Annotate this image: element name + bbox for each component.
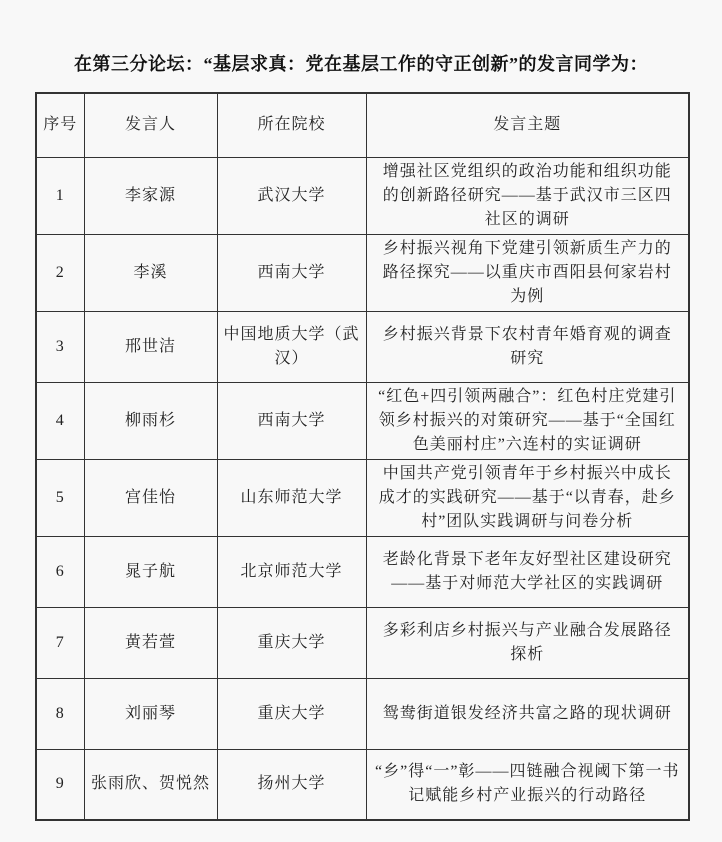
header-serial-number: 序号	[36, 93, 84, 157]
cell-serial-number: 2	[36, 234, 84, 311]
cell-topic: “红色+四引领两融合”：红色村庄党建引领乡村振兴的对策研究——基于“全国红色美丽村庄”六连村的实证调研	[366, 382, 689, 459]
cell-serial-number: 5	[36, 459, 84, 536]
cell-serial-number: 1	[36, 157, 84, 234]
cell-institution: 扬州大学	[217, 749, 366, 820]
table-row	[36, 749, 689, 820]
header-topic: 发言主题	[366, 93, 689, 157]
speakers-table	[35, 92, 690, 821]
cell-serial-number: 7	[36, 607, 84, 678]
cell-serial-number: 8	[36, 678, 84, 749]
page-title: 在第三分论坛：“基层求真：党在基层工作的守正创新”的发言同学为：	[74, 54, 648, 74]
cell-speaker: 李家源	[84, 157, 217, 234]
cell-speaker: 张雨欣、贺悦然	[84, 749, 217, 820]
cell-institution: 山东师范大学	[217, 459, 366, 536]
cell-speaker: 黄若萱	[84, 607, 217, 678]
cell-topic: 多彩利店乡村振兴与产业融合发展路径探析	[366, 607, 689, 678]
cell-institution: 北京师范大学	[217, 536, 366, 607]
cell-topic: 中国共产党引领青年于乡村振兴中成长成才的实践研究——基于“以青春，赴乡村”团队实践调研与问卷分析	[366, 459, 689, 536]
cell-speaker: 邢世洁	[84, 311, 217, 382]
cell-institution: 西南大学	[217, 382, 366, 459]
table-row	[36, 382, 689, 459]
cell-topic: 乡村振兴视角下党建引领新质生产力的路径探究——以重庆市酉阳县何家岩村为例	[366, 234, 689, 311]
cell-speaker: 刘丽琴	[84, 678, 217, 749]
cell-topic: 鸳鸯街道银发经济共富之路的现状调研	[366, 678, 689, 749]
cell-institution: 中国地质大学（武汉）	[217, 311, 366, 382]
cell-serial-number: 3	[36, 311, 84, 382]
cell-serial-number: 4	[36, 382, 84, 459]
table-row	[36, 678, 689, 749]
cell-speaker: 李溪	[84, 234, 217, 311]
table-row	[36, 234, 689, 311]
cell-topic: 老龄化背景下老年友好型社区建设研究——基于对师范大学社区的实践调研	[366, 536, 689, 607]
cell-institution: 西南大学	[217, 234, 366, 311]
cell-institution: 重庆大学	[217, 607, 366, 678]
cell-topic: 增强社区党组织的政治功能和组织功能的创新路径研究——基于武汉市三区四社区的调研	[366, 157, 689, 234]
cell-serial-number: 6	[36, 536, 84, 607]
table-row	[36, 157, 689, 234]
cell-speaker: 晁子航	[84, 536, 217, 607]
cell-serial-number: 9	[36, 749, 84, 820]
table-row	[36, 536, 689, 607]
cell-topic: 乡村振兴背景下农村青年婚育观的调查研究	[366, 311, 689, 382]
cell-speaker: 柳雨杉	[84, 382, 217, 459]
cell-topic: “乡”得“一”彰——四链融合视阈下第一书记赋能乡村产业振兴的行动路径	[366, 749, 689, 820]
header-institution: 所在院校	[217, 93, 366, 157]
table-row	[36, 459, 689, 536]
cell-institution: 武汉大学	[217, 157, 366, 234]
table-header-row	[36, 93, 689, 157]
table-row	[36, 607, 689, 678]
header-speaker: 发言人	[84, 93, 217, 157]
cell-speaker: 宫佳怡	[84, 459, 217, 536]
table-row	[36, 311, 689, 382]
cell-institution: 重庆大学	[217, 678, 366, 749]
